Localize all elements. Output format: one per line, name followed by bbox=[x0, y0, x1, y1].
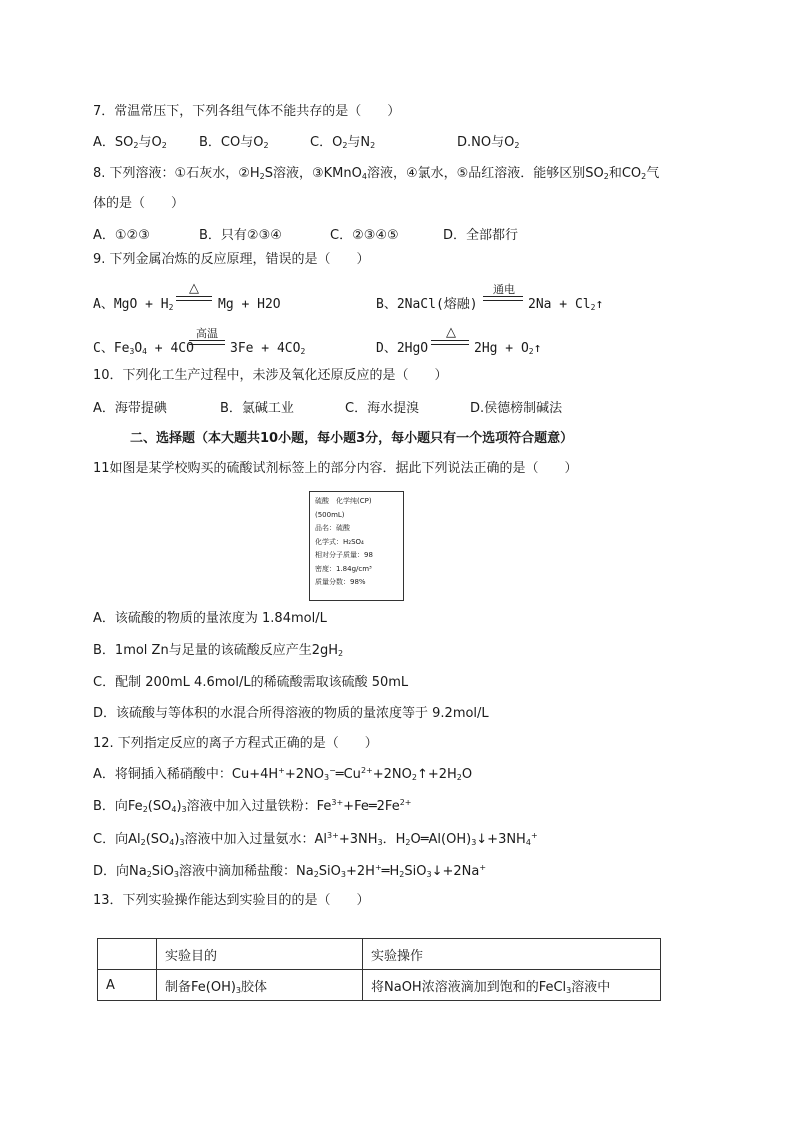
q9-option-d-equals-sign bbox=[431, 340, 469, 345]
q12-option-c: C．向$Al_2(SO_4)_3$溶液中加入过量氨水：$Al^{3+}+3NH_3$．$H_2O═Al(OH)_3↓+3NH_4^+$ bbox=[93, 831, 538, 847]
q11-option-d: D．该硫酸与等体积的水混合所得溶液的物质的量浓度等于 9.2mol/L bbox=[93, 706, 489, 721]
q10-option-c: C．海水提溴 bbox=[345, 401, 420, 416]
q10-option-a: A．海带提碘 bbox=[93, 401, 167, 416]
reagent-label-line: 相对分子质量：98 bbox=[315, 551, 373, 559]
table-header-cell: 实验操作 bbox=[363, 939, 661, 970]
q7-option-c: C．$O_2$与$N_2$ bbox=[310, 135, 376, 150]
q11-option-b: B．1mol Zn与足量的该硫酸反应产生$2gH_2$ bbox=[93, 643, 344, 658]
q7-option-d: D.NO与$O_2$ bbox=[457, 135, 520, 150]
q8-option-c: C．②③④⑤ bbox=[330, 228, 399, 243]
q9-option-b-equals-sign bbox=[483, 296, 523, 301]
q9-option-d-condition: △ bbox=[446, 325, 456, 340]
q7-option-a: A．$SO_2$与$O_2$ bbox=[93, 135, 167, 150]
q9-option-c-products: $3Fe + 4CO_2$ bbox=[230, 341, 306, 356]
table-header-cell bbox=[98, 939, 157, 970]
table-header-cell: 实验目的 bbox=[157, 939, 363, 970]
reagent-label-line: 密度：1.84g/cm³ bbox=[315, 564, 372, 573]
q13-stem: 13．下列实验操作能达到实验目的的是（ ） bbox=[93, 893, 370, 908]
q13-table bbox=[97, 938, 661, 1001]
reagent-label-line: 化学式：H₂SO₄ bbox=[315, 537, 364, 546]
q8-option-d: D．全部都行 bbox=[443, 228, 519, 243]
q9-option-b-condition: 通电 bbox=[493, 283, 515, 296]
q9-option-d-products: $2Hg + O_2↑$ bbox=[474, 341, 542, 356]
q8-option-a: A．①②③ bbox=[93, 228, 150, 243]
q11-option-c: C．配制 200mL 4.6mol/L的稀硫酸需取该硫酸 50mL bbox=[93, 675, 409, 690]
table-cell: A bbox=[98, 970, 157, 1001]
reagent-label-line: (500mL) bbox=[315, 510, 345, 519]
q9-option-a-reactants: A、MgO + $H_2$ bbox=[93, 297, 174, 312]
reagent-label-line: 硫酸 化学纯(CP) bbox=[315, 497, 372, 505]
q9-option-b-products: $2Na + Cl_2↑$ bbox=[528, 297, 604, 312]
q12-stem: 12. 下列指定反应的离子方程式正确的是（ ） bbox=[93, 736, 378, 751]
q10-option-d: D.侯德榜制碱法 bbox=[470, 401, 563, 416]
q11-stem: 11如图是某学校购买的硫酸试剂标签上的部分内容．据此下列说法正确的是（ ） bbox=[93, 461, 578, 476]
reagent-label-box bbox=[309, 491, 404, 601]
q7-option-b: B．CO与$O_2$ bbox=[199, 135, 269, 150]
table-row bbox=[98, 970, 661, 1001]
table-header-row bbox=[98, 939, 661, 970]
q9-option-c-condition: 高温 bbox=[196, 327, 218, 340]
table-cell: 将NaOH浓溶液滴加到饱和的FeCl$_3$溶液中 bbox=[363, 970, 661, 1001]
q9-option-a-condition: △ bbox=[189, 281, 199, 296]
q12-option-d: D．向$Na_2SiO_3$溶液中滴加稀盐酸：$Na_2SiO_3+2H^+═H_2SiO_3↓+2Na^+$ bbox=[93, 863, 487, 879]
q10-stem: 10．下列化工生产过程中，未涉及氧化还原反应的是（ ） bbox=[93, 368, 448, 383]
q9-option-a-products: Mg + H2O bbox=[218, 297, 281, 312]
q12-option-b: B．向$Fe_2(SO_4)_3$溶液中加入过量铁粉：$Fe^{3+}+Fe═2Fe^{2+}$ bbox=[93, 798, 412, 814]
q9-option-d-reactants: D、2HgO bbox=[376, 341, 429, 356]
q11-option-a: A．该硫酸的物质的量浓度为 1.84mol/L bbox=[93, 611, 327, 626]
reagent-label-line: 质量分数：98% bbox=[315, 578, 366, 586]
q9-option-c-reactants: C、$Fe_3O_4 + 4CO$ bbox=[93, 341, 194, 356]
table-cell: 制备$Fe(OH)_3$胶体 bbox=[157, 970, 363, 1001]
section-two-heading: 二、选择题（本大题共10小题，每小题3分，每小题只有一个选项符合题意） bbox=[130, 431, 574, 446]
q8-stem-line1: 8. 下列溶液：①石灰水，$②H_2S$溶液，③KMnO$_4$溶液，④氯水，⑤品红溶液．能够区别$SO_2$和$CO_2$气 bbox=[93, 166, 660, 181]
q9-option-a-equals-sign bbox=[176, 296, 212, 301]
q10-option-b: B．氯碱工业 bbox=[220, 401, 294, 416]
q8-stem-line2: 体的是（ ） bbox=[93, 196, 185, 211]
q7-stem: 7．常温常压下，下列各组气体不能共存的是（ ） bbox=[93, 104, 401, 119]
q8-option-b: B．只有②③④ bbox=[199, 228, 282, 243]
q9-stem: 9. 下列金属冶炼的反应原理，错误的是（ ） bbox=[93, 252, 370, 267]
q12-option-a: A．将铜插入稀硝酸中：$Cu+4H^++2NO_3^-═Cu^{2+}+2NO_2↑+2H_2O$ bbox=[93, 766, 473, 782]
reagent-label-line: 品名：硫酸 bbox=[315, 524, 350, 532]
q9-option-c-equals-sign bbox=[189, 340, 225, 345]
q9-option-b-reactants: B、2NaCl(熔融) bbox=[376, 297, 478, 312]
